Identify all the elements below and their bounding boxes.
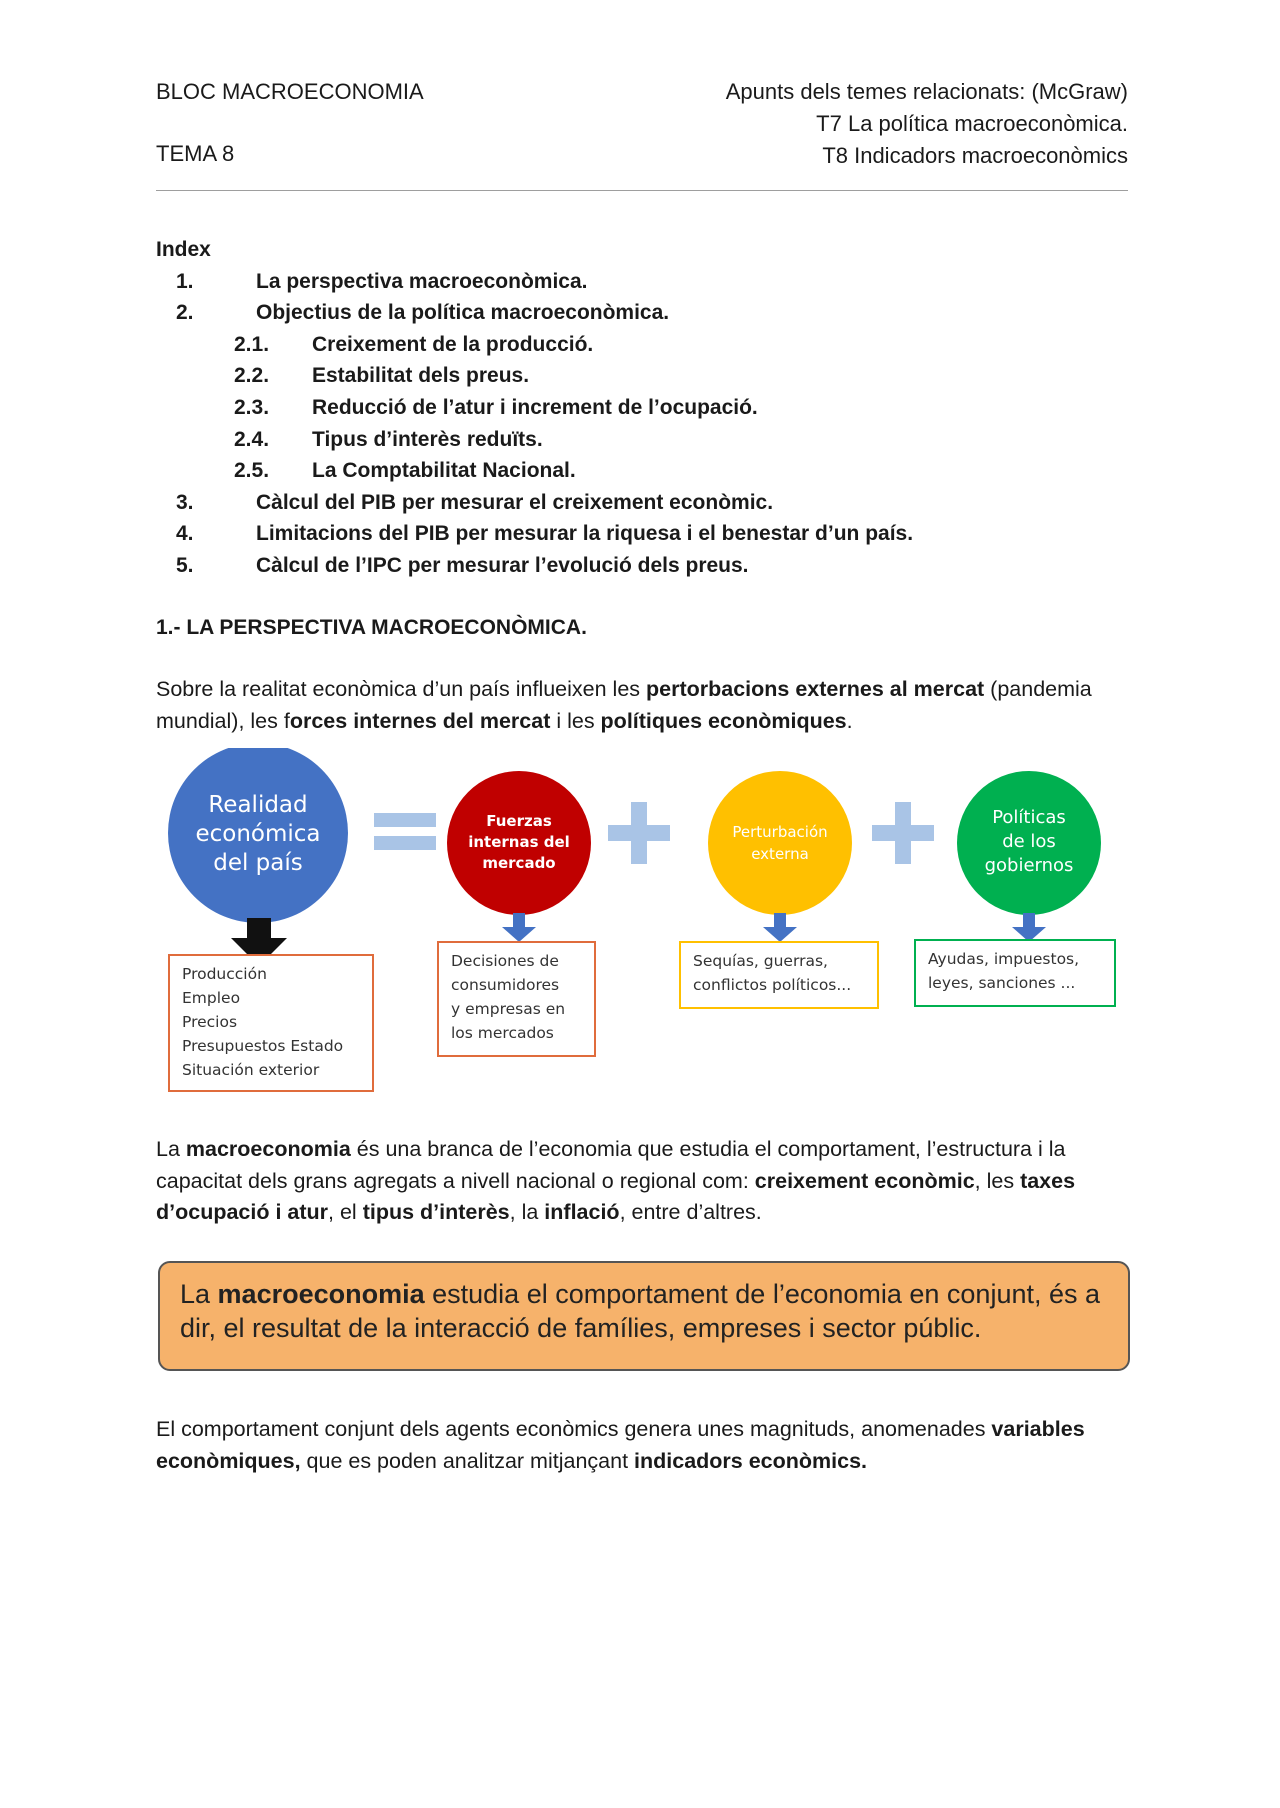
toc-text: Càlcul del PIB per mesurar el creixement econòmic. (256, 490, 774, 514)
variables-paragraph (156, 1414, 1131, 1477)
macroeconomy-diagram (156, 748, 1131, 1098)
label-line: Realidad (208, 792, 308, 818)
toc-number: 3. (176, 490, 194, 514)
box-line: Producción (182, 965, 267, 983)
circle-perturbacion-label (715, 821, 845, 865)
bold-term: inflació (544, 1200, 620, 1225)
toc-item (156, 297, 1126, 329)
header-apunts-line: Apunts dels temes relacionats: (McGraw) (725, 79, 1128, 104)
label-line: Fuerzas (486, 812, 552, 830)
label-line: mercado (482, 854, 556, 872)
bold-term: macroeconomia (185, 1137, 351, 1161)
toc-number: 2.2. (234, 364, 270, 388)
toc-number: 5. (176, 553, 194, 577)
box-line: los mercados (451, 1024, 554, 1042)
toc-text: Càlcul de l’IPC per mesurar l’evolució dels preus. (256, 553, 749, 577)
text-run: , la (509, 1200, 545, 1225)
toc-number: 2. (176, 301, 194, 325)
equals-bar-bottom (374, 836, 436, 850)
toc-text: La Comptabilitat Nacional. (312, 459, 576, 483)
label-line: gobiernos (984, 855, 1074, 876)
toc-number: 4. (176, 522, 194, 546)
box-fuerzas (437, 941, 596, 1057)
header-t8-line: T8 Indicadors macroeconòmics (822, 143, 1128, 168)
box-line: Presupuestos Estado (182, 1037, 344, 1055)
document-page (156, 0, 1126, 1808)
plus-1-v (631, 802, 647, 864)
toc-number: 2.1. (234, 332, 270, 356)
macroeconomia-paragraph (156, 1134, 1131, 1229)
box-line: y empresas en (451, 1000, 566, 1018)
toc-item (156, 266, 1126, 298)
header-tema: TEMA 8 (156, 141, 235, 166)
toc-item (156, 550, 1126, 582)
text-run: estudia el comportament de l’economia en conjunt, és a dir, el resultat de la interacció de famílies, empreses i sector públic. (180, 1279, 1101, 1343)
text-run: , entre d’altres. (619, 1200, 762, 1225)
index-title: Index (156, 238, 211, 261)
arrow-down-icon (1012, 913, 1046, 942)
arrow-down-icon (763, 913, 797, 942)
text-run: El comportament conjunt dels agents econòmics genera unes magnituds, anomenades (156, 1417, 992, 1441)
toc-text: Reducció de l’atur i increment de l’ocupació. (312, 395, 758, 419)
box-line: Sequías, guerras, (693, 952, 828, 970)
text-run: . (846, 708, 853, 733)
toc-number: 2.3. (234, 395, 270, 419)
text-run: que es poden analitzar mitjançant (300, 1448, 635, 1473)
bold-term: polítiques econòmiques (600, 708, 847, 733)
text-run: La (156, 1137, 186, 1161)
plus-2-v (895, 802, 911, 864)
header-divider (156, 190, 1128, 191)
bold-term: orces internes del mercat (289, 708, 551, 733)
label-line: de los (1002, 831, 1056, 852)
toc-number: 2.4. (234, 427, 270, 451)
label-line: internas del (468, 833, 570, 851)
box-line: leyes, sanciones ... (928, 974, 1076, 992)
toc-text: La perspectiva macroeconòmica. (256, 269, 588, 293)
label-line: del país (213, 850, 303, 876)
arrow-down-icon (502, 913, 536, 942)
box-line: Situación exterior (182, 1061, 320, 1079)
text-run: La (180, 1279, 218, 1309)
circle-politicas-label (969, 806, 1089, 878)
label-line: económica (195, 821, 321, 847)
box-perturbacion (679, 941, 879, 1009)
text-run: Sobre la realitat econòmica d’un país influeixen les (156, 677, 647, 701)
bold-term: pertorbacions externes al mercat (646, 677, 985, 701)
label-line: externa (751, 845, 809, 863)
text-run: , el (328, 1200, 363, 1225)
text-run: , les (974, 1168, 1021, 1193)
toc-item (156, 455, 1126, 487)
box-line: consumidores (451, 976, 560, 994)
toc-text: Tipus d’interès reduïts. (312, 427, 543, 451)
bold-term: tipus d’interès (362, 1200, 510, 1225)
box-line: Ayudas, impuestos, (928, 950, 1080, 968)
circle-fuerzas-label (459, 811, 579, 874)
toc-text: Creixement de la producció. (312, 332, 594, 356)
toc-text: Objectius de la política macroeconòmica. (256, 301, 670, 325)
box-line: conflictos políticos... (693, 976, 852, 994)
bold-term: macroeconomia (217, 1279, 425, 1309)
box-line: Empleo (182, 989, 241, 1007)
box-line: Precios (182, 1013, 238, 1031)
equals-bar-top (374, 813, 436, 827)
box-realidad (168, 954, 374, 1092)
section-heading: 1.- LA PERSPECTIVA MACROECONÒMICA. (156, 616, 587, 639)
toc-number: 2.5. (234, 459, 270, 483)
label-line: Perturbación (732, 823, 828, 841)
bold-term: variables econòmiques, (156, 1417, 1085, 1473)
toc-item (156, 487, 1126, 519)
toc-item (156, 329, 1126, 361)
toc-number: 1. (176, 269, 194, 293)
text-run: és una branca de l’economia que estudia el comportament, l’estructura i la capacitat dels grans agregats a nivell nacional o regional com: (156, 1137, 1066, 1193)
box-politicas (914, 939, 1116, 1007)
toc-text: Estabilitat dels preus. (312, 364, 530, 388)
toc-text: Limitacions del PIB per mesurar la riquesa i el benestar d’un país. (256, 522, 914, 546)
header-bloc: BLOC MACROECONOMIA (156, 79, 424, 104)
box-line: Decisiones de (451, 952, 559, 970)
intro-paragraph (156, 674, 1131, 737)
bold-term: creixement econòmic (754, 1168, 975, 1193)
toc-item (156, 518, 1126, 550)
table-of-contents (156, 234, 1126, 582)
toc-item (156, 424, 1126, 456)
bold-term: indicadors econòmics. (634, 1448, 868, 1473)
text-run: (pandemia mundial), les f (156, 677, 1092, 733)
label-line: Políticas (992, 807, 1066, 828)
circle-realidad-label (178, 791, 338, 878)
header-apunts (726, 76, 1128, 172)
text-run: i les (550, 708, 601, 733)
bold-term: taxes d’ocupació i atur (156, 1168, 1076, 1225)
definition-callout (158, 1261, 1130, 1371)
toc-item (156, 360, 1126, 392)
toc-item (156, 392, 1126, 424)
header-t7-line: T7 La política macroeconòmica. (816, 111, 1128, 136)
